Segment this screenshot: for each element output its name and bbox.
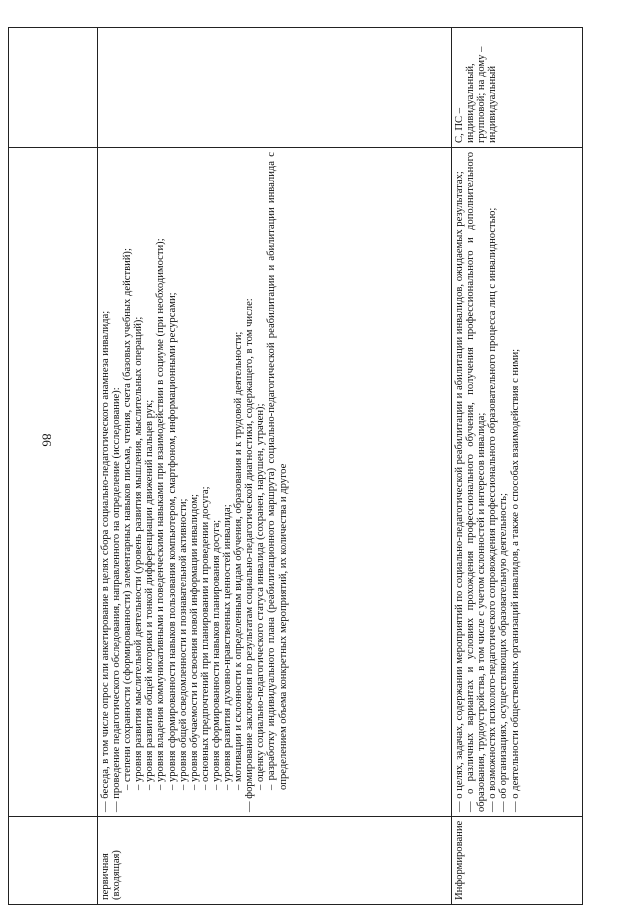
sub-list-item: – степени сохранности (сформированности) элементарных навыков письма, чтения, счета (базовых учебных действий);	[122, 248, 134, 790]
table-row	[452, 28, 583, 905]
form-cell	[9, 28, 98, 148]
list-item: — формирование заключения по результатам социально-педагогической диагностики, содержащего, в том числе:	[244, 298, 256, 812]
sub-list-item: – уровня развития общей моторики и тонкой дифференциации движений пальцев рук;	[144, 399, 156, 790]
sub-list-item: – оценку социально-педагогического статуса инвалида (сохранен, нарушен, утрачен);	[255, 403, 267, 790]
sub-list-item: – мотивации и склонности к определенным видам обучения, образования и к трудовой деятельности;	[233, 331, 245, 790]
table-row	[9, 28, 98, 905]
stage-cell: первичная (входящая)	[98, 817, 452, 905]
list-item: — о различных вариантах и условиях прохождения профессионального обучения, получения профессионального и дополнительного образования, трудоустройства, в том числе с учетом склонностей и интересов инвалида;	[465, 152, 488, 812]
sub-list-item: – уровня общей осведомленности и познавательной активности;	[177, 498, 189, 790]
list-item: — о целях, задачах, содержании мероприятий по социально-педагогической реабилитации и абилитации инвалидов, ожидаемых результатах;	[454, 171, 466, 812]
content-cell	[9, 148, 98, 817]
list-item: — проведение педагогического обследования, направленного на определение (исследование):	[111, 387, 123, 812]
content-cell	[452, 148, 583, 817]
list-item: — о возможностях психолого-педагогического сопровождения профессионального образовательного процесса лиц с инвалидностью;	[487, 207, 499, 812]
sub-list-item: – уровня владения коммуникативными и поведенческими навыками при взаимодействии в социуме (при необходимости);	[155, 238, 167, 790]
rotated-page	[8, 28, 583, 905]
sub-list-item: – уровня развития мыслительной деятельности (уровень развития мышления, мыслительных операций);	[133, 316, 145, 790]
sub-list-item: – уровня сформированности навыков пользования компьютером, смартфоном, информационными ресурсами;	[166, 292, 178, 790]
list-item: — о деятельности общественных организаций инвалидов, а также о способах взаимодействия с ними;	[509, 348, 521, 812]
stage-cell	[9, 817, 98, 905]
sub-list-item: – разработку индивидуального плана (реабилитационного маршрута) социально-педагогической реабилитации и абилитации инвалида с определением объема конкретных мероприятий, их количества и другое	[266, 152, 289, 790]
sub-list-item: – уровня сформированности навыков планирования досуга;	[210, 519, 222, 790]
form-cell: С, ПС – индивидуальный, групповой; на дому – индивидуальный	[452, 28, 583, 148]
sub-list-item: – уровня обучаемости и освоения новой информации инвалидом;	[188, 494, 200, 790]
form-cell	[98, 28, 452, 148]
rehabilitation-table	[8, 27, 583, 905]
stage-cell: Информирование	[452, 817, 583, 905]
sub-list-item: – уровня развития духовно-нравственных ценностей инвалида;	[222, 504, 234, 790]
list-item: — беседа, в том числе опрос или анкетирование в целях сбора социально-педагогического анамнеза инвалида;	[100, 310, 111, 812]
list-item: — об организациях, осуществляющих образовательную деятельность;	[498, 493, 510, 812]
page-number: 86	[39, 433, 55, 447]
table-row	[98, 28, 452, 905]
content-cell	[98, 148, 452, 817]
sub-list-item: – основных предпочтений при планировании и проведении досуга;	[199, 486, 211, 790]
